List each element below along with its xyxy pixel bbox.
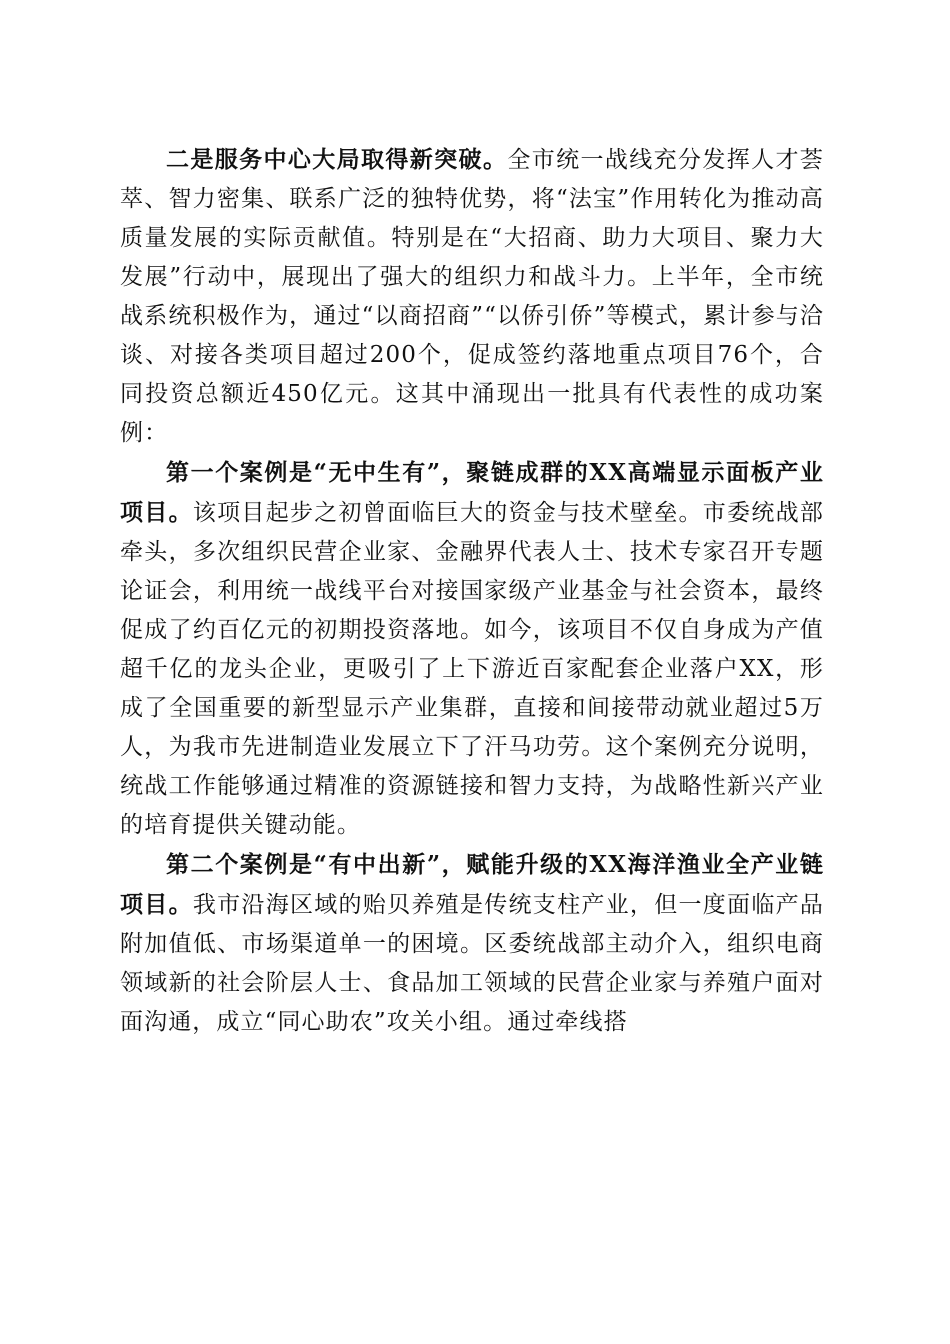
paragraph-lead: 第二个案例是“有中出新”，赋能升级的XX海洋渔业全产业链项目。 — [120, 851, 824, 918]
paragraph-text: 该项目起步之初曾面临巨大的资金与技术壁垒。市委统战部牵头，多次组织民营企业家、金融界代表人士、技术专家召开专题论证会，利用统一战线平台对接国家级产业基金与社会资本，最终促成了约百亿元的初期投资落地。如今，该项目不仅自身成为产值超千亿的龙头企业，更吸引了上下游近百家配套企业落户XX，形成了全国重要的新型显示产业集群，直接和间接带动就业超过5万人，为我市先进制造业发展立下了汗马功劳。这个案例充分说明，统战工作能够通过精准的资源链接和智力支持，为战略性新兴产业的培育提供关键动能。 — [120, 500, 824, 838]
paragraph-text: 全市统一战线充分发挥人才荟萃、智力密集、联系广泛的独特优势，将“法宝”作用转化为推动高质量发展的实际贡献值。特别是在“大招商、助力大项目、聚力大发展”行动中，展现出了强大的组织力和战斗力。上半年，全市统战系统积极作为，通过“以商招商”“以侨引侨”等模式，累计参与洽谈、对接各类项目超过200个，促成签约落地重点项目76个，合同投资总额近450亿元。这其中涌现出一批具有代表性的成功案例： — [120, 147, 824, 446]
paragraph-text: 我市沿海区域的贻贝养殖是传统支柱产业，但一度面临产品附加值低、市场渠道单一的困境。区委统战部主动介入，组织电商领域新的社会阶层人士、食品加工领域的民营企业家与养殖户面对面沟通，成立“同心助农”攻关小组。通过牵线搭 — [120, 892, 824, 1035]
paragraph-case-two — [120, 845, 824, 1042]
document-body — [120, 140, 824, 1042]
paragraph-lead: 二是服务中心大局取得新突破。 — [166, 146, 508, 173]
paragraph-service-breakthrough — [120, 140, 824, 453]
paragraph-lead: 第一个案例是“无中生有”，聚链成群的XX高端显示面板产业项目。 — [120, 459, 824, 526]
paragraph-case-one — [120, 453, 824, 845]
